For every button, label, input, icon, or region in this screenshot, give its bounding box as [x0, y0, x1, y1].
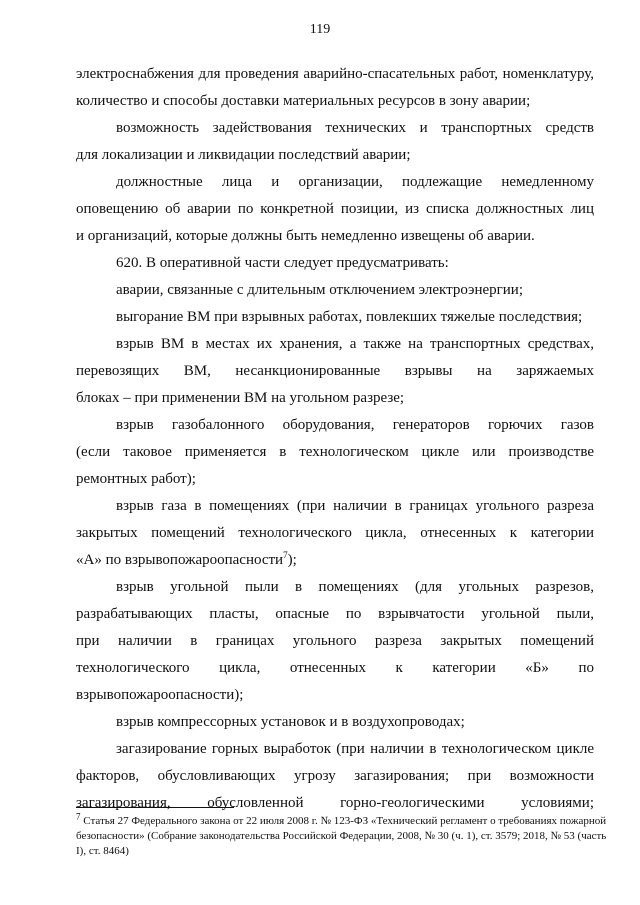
footnote-line: $^7$ Статья 27 Федерального закона от 22 июля 2008 г. № 123-ФЗ «Технический регламент о требованиях пожарной [76, 811, 607, 827]
footnote-reference: 7 [283, 550, 288, 560]
text-line: ремонтных работ); [76, 471, 196, 487]
text-line: факторов, обусловливающих угрозу загазирования; при возможности [76, 768, 594, 784]
footnote-line: I), ст. 8464) [76, 845, 129, 857]
text-line: должностные лица и организации, подлежащие немедленному [116, 174, 594, 190]
text-line: оповещению об аварии по конкретной позиции, из списка должностных лиц [76, 201, 594, 217]
text-line [76, 550, 594, 570]
text-line: разрабатывающих пласты, опасные по взрывчатости угольной пыли, [76, 606, 594, 622]
page-number: 119 [309, 22, 331, 37]
text-line: взрыв газа в помещениях (при наличии в границах угольного разреза [116, 498, 594, 514]
text-line: для локализации и ликвидации последствий аварии; [76, 147, 411, 163]
text-line: электроснабжения для проведения аварийно-спасательных работ, номенклатуру, [76, 66, 594, 82]
text-line: взрыв угольной пыли в помещениях (для угольных разрезов, [116, 579, 594, 595]
text-line: взрыв компрессорных установок и в воздухопроводах; [116, 714, 465, 730]
text-line: при наличии в границах угольного разреза закрытых помещений [76, 633, 594, 649]
text-line: перевозящих ВМ, несанкционированные взрывы на заряжаемых [76, 363, 594, 379]
text-line: закрытых помещений технологического цикла, отнесенных к категории [76, 525, 594, 541]
text-line: (если таковое применяется в технологическом цикле или производстве [76, 444, 594, 460]
text-line: выгорание ВМ при взрывных работах, повлекших тяжелые последствия; [116, 309, 583, 325]
text-line: аварии, связанные с длительным отключением электроэнергии; [116, 282, 523, 298]
text-line: загазирования, обусловленной горно-геологическими условиями; [76, 795, 594, 811]
text-line: количество и способы доставки материальных ресурсов в зону аварии; [76, 93, 531, 109]
text-line: загазирование горных выработок (при наличии в технологическом цикле [116, 741, 594, 757]
text-line: возможность задействования технических и транспортных средств [116, 120, 594, 136]
footnote-number: 7 [76, 811, 81, 822]
text-line-body: «А» по взрывопожароопасности [76, 552, 284, 568]
text-line: 620. В оперативной части следует предусматривать: [116, 255, 449, 271]
text-line: взрыв ВМ в местах их хранения, а также на транспортных средствах, [116, 336, 594, 352]
footnote-line: безопасности» (Собрание законодательства Российской Федерации, 2008, № 30 (ч. 1), ст. 3579; 2018, № 53 (часть [76, 830, 607, 842]
text-line: технологического цикла, отнесенных к категории «Б» по [76, 660, 594, 676]
text-line: и организаций, которые должны быть немедленно извещены об аварии. [76, 228, 535, 244]
footnote-divider [76, 807, 234, 808]
text-line: блоках – при применении ВМ на угольном разрезе; [76, 390, 405, 406]
text-line: взрывопожароопасности); [76, 687, 244, 703]
text-line-suffix: ); [287, 552, 297, 568]
text-line: взрыв газобалонного оборудования, генераторов горючих газов [116, 417, 594, 433]
